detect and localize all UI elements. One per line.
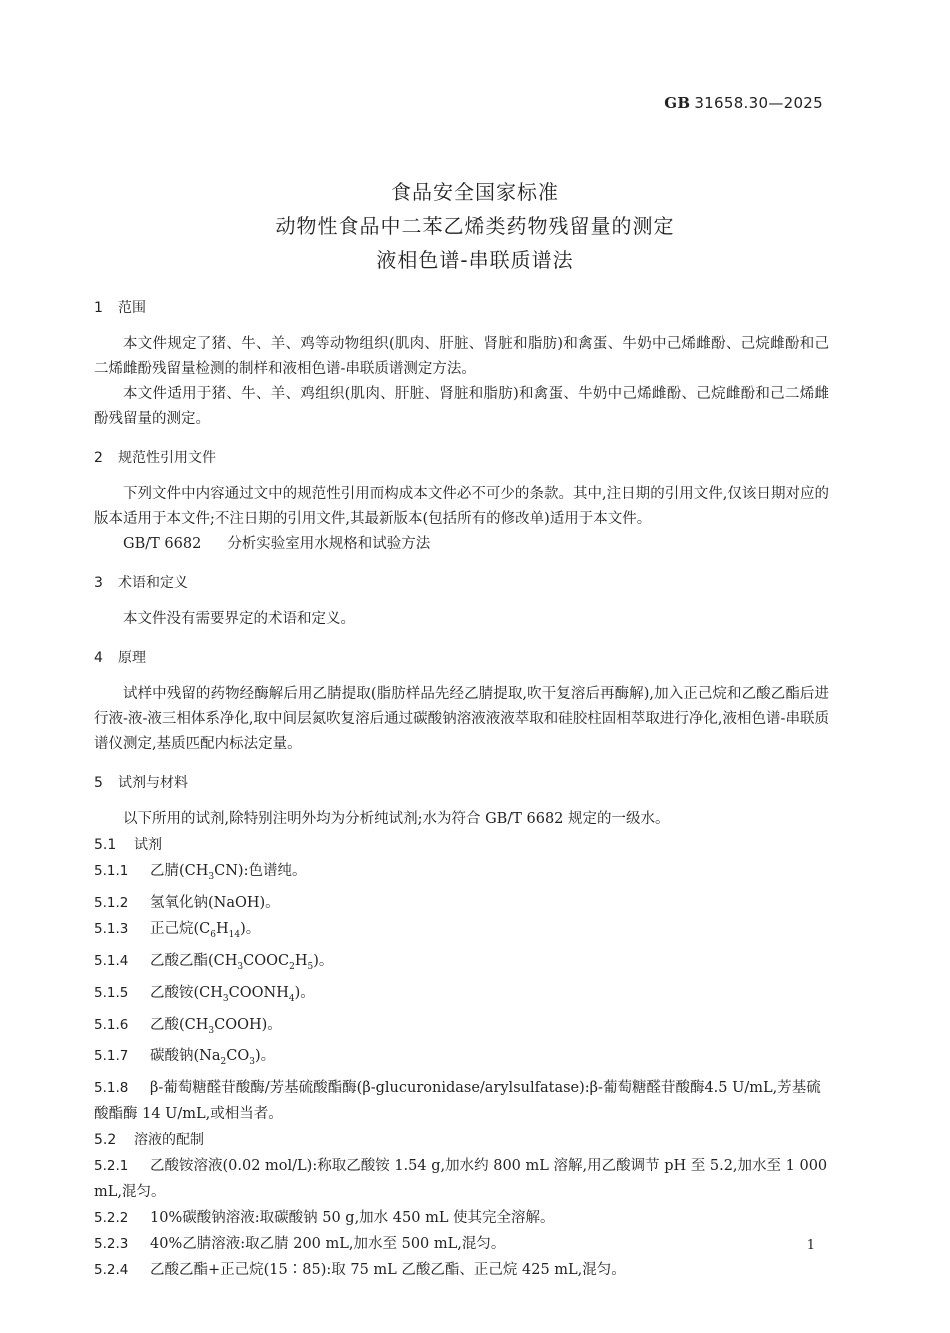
paragraph: 本文件适用于猪、牛、羊、鸡组织(肌肉、肝脏、肾脏和脂肪)和禽蛋、牛奶中己烯雌酚、己烷雌酚和己二烯雌酚残留量的测定。: [94, 386, 829, 427]
reagent-item: [94, 1012, 829, 1044]
solution-item: [94, 1153, 829, 1205]
section-title: 术语和定义: [118, 575, 188, 591]
section-heading-1: [94, 296, 829, 320]
standard-code-prefix: GB: [664, 94, 691, 112]
section-number: 5: [94, 775, 103, 791]
section-number: 1: [94, 300, 103, 316]
subscript: 6: [210, 929, 216, 940]
item-number: 5.1.5: [94, 984, 129, 1001]
document-body: [94, 296, 829, 1283]
paragraph: 下列文件中内容通过文中的规范性引用而构成本文件必不可少的条款。其中,注日期的引用文件,仅该日期对应的版本适用于本文件;不注日期的引用文件,其最新版本(包括所有的修改单)适用于本文件。: [94, 486, 829, 527]
title-line-3: 液相色谱-串联质谱法: [376, 248, 574, 272]
item-number: 5.1.4: [94, 952, 129, 969]
section-heading-5: [94, 771, 829, 795]
subscript: 5: [307, 961, 314, 972]
section-heading-4: [94, 646, 829, 670]
item-text: COOH)。: [214, 1016, 282, 1033]
paragraph: 本文件没有需要界定的术语和定义。: [123, 611, 355, 627]
item-number: 5.2.2: [94, 1210, 129, 1227]
section-title: 规范性引用文件: [118, 450, 216, 466]
section-title: 试剂与材料: [118, 775, 188, 791]
item-text: β-葡萄糖醛苷酸酶/芳基硫酸酯酶(β-glucuronidase/arylsulfatase):β-葡萄糖醛苷酸酶4.5 U/mL,芳基硫酸酯酶 14 U/mL,或相当者。: [94, 1080, 821, 1123]
section-heading-2: [94, 446, 829, 470]
reagent-item: [94, 948, 829, 980]
subscript: 2: [220, 1057, 227, 1068]
item-text: COONH: [228, 984, 289, 1001]
solution-item: [94, 1231, 829, 1257]
item-text: 乙腈(CH: [150, 863, 209, 879]
subscript: 3: [237, 961, 244, 972]
paragraph: 以下所用的试剂,除特别注明外均为分析纯试剂;水为符合 GB/T 6682 规定的一级水。: [123, 811, 670, 827]
normative-reference: [94, 532, 829, 557]
page-number: 1: [806, 1238, 815, 1253]
subscript: 3: [249, 1057, 255, 1068]
reagent-item: [94, 858, 829, 890]
reference-code: GB/T 6682: [123, 536, 202, 552]
item-number: 5.1.8: [94, 1080, 129, 1097]
item-number: 5.2.1: [94, 1158, 129, 1175]
reagent-item: [94, 916, 829, 948]
item-text: 正己烷(C: [150, 920, 211, 937]
subscript: 14: [228, 929, 241, 940]
subscript: 4: [288, 993, 295, 1004]
item-text: 乙酸铵(CH: [150, 984, 223, 1001]
section-number: 4: [94, 650, 103, 666]
subsection-heading-5-2: [94, 1127, 829, 1153]
item-number: 5.1.7: [94, 1048, 129, 1065]
item-text: H: [216, 920, 229, 937]
item-text: 乙酸铵溶液(0.02 mol/L):称取乙酸铵 1.54 g,加水约 800 mL 溶解,用乙酸调节 pH 至 5.2,加水至 1 000 mL,混匀。: [94, 1158, 828, 1201]
section-number: 3: [94, 575, 103, 591]
subscript: 2: [289, 961, 295, 972]
item-text: )。: [294, 984, 315, 1001]
subsection-number: 5.2: [94, 1132, 117, 1149]
item-number: 5.1.6: [94, 1016, 129, 1033]
standard-code-number: 31658.30—2025: [694, 94, 823, 112]
subscript: 3: [222, 993, 229, 1004]
item-text: 乙酸(CH: [150, 1016, 209, 1033]
subscript: 3: [208, 1025, 215, 1036]
paragraph: 本文件规定了猪、牛、羊、鸡等动物组织(肌肉、肝脏、肾脏和脂肪)和禽蛋、牛奶中己烯雌酚、己烷雌酚和己二烯雌酚残留量检测的制样和液相色谱-串联质谱测定方法。: [94, 336, 829, 377]
item-number: 5.1.2: [94, 894, 129, 911]
item-text: )。: [313, 952, 334, 969]
item-text: )。: [240, 920, 261, 937]
reagent-item: [94, 1075, 829, 1127]
reagent-item: [94, 980, 829, 1012]
solution-item: [94, 1205, 829, 1231]
title-line-2: 动物性食品中二苯乙烯类药物残留量的测定: [275, 214, 675, 238]
reagent-item: [94, 890, 829, 916]
item-number: 5.2.3: [94, 1236, 129, 1253]
item-text: 碳酸钠(Na: [150, 1048, 221, 1065]
subscript: 3: [208, 871, 215, 882]
item-text: 10%碳酸钠溶液:取碳酸钠 50 g,加水 450 mL 使其完全溶解。: [150, 1210, 555, 1227]
subsection-title: 试剂: [134, 837, 162, 853]
section-title: 范围: [118, 300, 146, 316]
item-text: 40%乙腈溶液:取乙腈 200 mL,加水至 500 mL,混匀。: [150, 1236, 506, 1253]
item-text: COOC: [243, 952, 290, 969]
title-line-1: 食品安全国家标准: [391, 180, 559, 204]
item-number: 5.1.1: [94, 863, 129, 879]
subsection-number: 5.1: [94, 837, 117, 853]
reagent-item: [94, 1043, 829, 1075]
item-text: 乙酸乙酯(CH: [150, 952, 238, 969]
standard-code: [664, 94, 823, 112]
item-number: 5.2.4: [94, 1262, 129, 1279]
item-text: 氢氧化钠(NaOH)。: [150, 894, 280, 911]
subsection-title: 溶液的配制: [134, 1132, 204, 1149]
solution-item: [94, 1257, 829, 1283]
item-text: CN):色谱纯。: [214, 863, 307, 879]
item-text: )。: [254, 1048, 276, 1065]
item-text: CO: [226, 1048, 250, 1065]
section-heading-3: [94, 571, 829, 595]
item-text: 乙酸乙酯+正己烷(15∶85):取 75 mL 乙酸乙酯、正己烷 425 mL,混匀。: [150, 1262, 626, 1279]
section-number: 2: [94, 450, 103, 466]
reference-title: 分析实验室用水规格和试验方法: [227, 536, 431, 552]
subsection-heading-5-1: [94, 832, 829, 858]
section-title: 原理: [118, 650, 146, 666]
item-number: 5.1.3: [94, 920, 129, 937]
paragraph: 试样中残留的药物经酶解后用乙腈提取(脂肪样品先经乙腈提取,吹干复溶后再酶解),加入正己烷和乙酸乙酯后进行液-液-液三相体系净化,取中间层氮吹复溶后通过碳酸钠溶液液液萃取和硅胶柱固相萃取进行净化,液相色谱-串联质谱仪测定,基质匹配内标法定量。: [94, 686, 829, 752]
item-text: H: [294, 952, 308, 969]
